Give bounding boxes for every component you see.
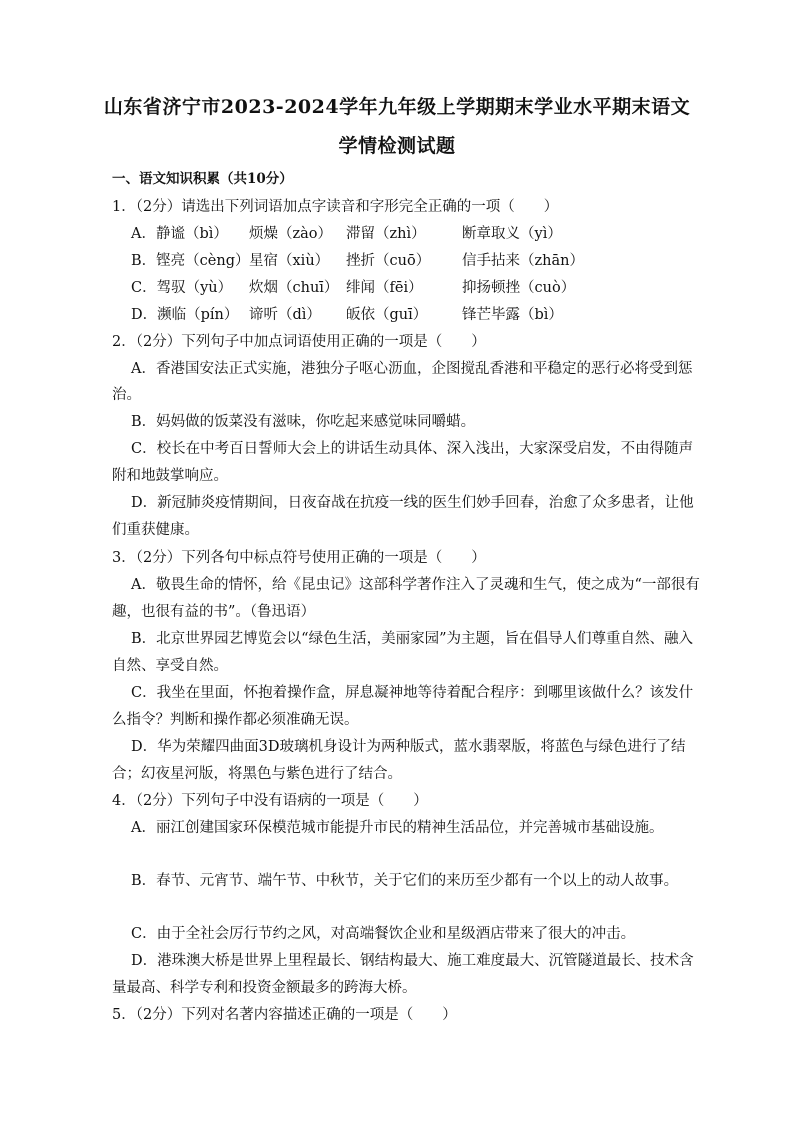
section-heading: 一、语文知识积累（共10分） [112, 171, 293, 187]
option-word: 挫折（cuō） [346, 253, 431, 269]
question-4-option-d-cont: 量最高、科学专利和投资金额最多的跨海大桥。 [112, 980, 417, 996]
question-2-option-d: D．新冠肺炎疫情期间，日夜奋战在抗疫一线的医生们妙手回春，治愈了众多患者，让他 [131, 495, 694, 511]
option-word: C．驾驭（yù） [131, 280, 233, 296]
question-4-stem: 4．（2分）下列句子中没有语病的一项是（ ） [112, 793, 428, 809]
question-1-option-d [131, 303, 563, 324]
question-3-option-c-cont: 么指令？判断和操作都必须准确无误。 [112, 712, 359, 728]
option-word: 皈依（guī） [346, 307, 428, 323]
option-word: B．铿亮（cèng） [131, 253, 250, 269]
question-2-option-d-cont: 们重获健康。 [112, 522, 199, 538]
question-2-option-a-cont: 治。 [112, 387, 141, 403]
option-word: 锋芒毕露（bì） [462, 307, 563, 323]
question-3-option-d-cont: 合；幻夜星河版，将黑色与紫色进行了结合。 [112, 766, 402, 782]
doc-title-line2: 学情检测试题 [338, 135, 456, 157]
doc-title-line1: 山东省济宁市2023-2024学年九年级上学期期末学业水平期末语文 [103, 96, 691, 118]
option-word: 滞留（zhì） [346, 226, 426, 242]
question-2-option-b: B．妈妈做的饭菜没有滋味，你吃起来感觉味同嚼蜡。 [131, 414, 476, 430]
question-3-option-b-cont: 自然、享受自然。 [112, 658, 228, 674]
question-3-option-a-cont: 趣，也很有益的书”。（鲁迅语） [112, 604, 316, 620]
question-2-stem: 2．（2分）下列句子中加点词语使用正确的一项是（ ） [112, 334, 486, 350]
question-3-stem: 3．（2分）下列各句中标点符号使用正确的一项是（ ） [112, 550, 486, 566]
question-3-option-b: B．北京世界园艺博览会以“绿色生活，美丽家园”为主题，旨在倡导人们尊重自然、融入 [131, 631, 693, 647]
option-word: 星宿（xiù） [249, 253, 330, 269]
question-3-option-a: A．敬畏生命的情怀，给《昆虫记》这部科学著作注入了灵魂和生气，使之成为“一部很有 [131, 577, 700, 593]
question-2-option-a: A．香港国安法正式实施，港独分子呕心沥血，企图搅乱香港和平稳定的恶行必将受到惩 [131, 361, 693, 377]
option-word: 烦燥（zào） [249, 226, 333, 242]
question-2-option-c-cont: 附和地鼓掌响应。 [112, 468, 228, 484]
question-5-stem: 5．（2分）下列对名著内容描述正确的一项是（ ） [112, 1007, 457, 1023]
question-3-option-d: D．华为荣耀四曲面3D玻璃机身设计为两种版式，蓝水翡翠版，将蓝色与绿色进行了结 [131, 739, 686, 755]
option-word: A．静谧（bì） [131, 226, 228, 242]
option-word: 谛听（dì） [249, 307, 321, 323]
question-1-stem: 1．（2分）请选出下列词语加点字读音和字形完全正确的一项（ ） [112, 199, 559, 215]
option-word: D．濒临（pín） [131, 307, 239, 323]
question-4-option-c: C．由于全社会厉行节约之风，对高端餐饮企业和星级酒店带来了很大的冲击。 [131, 926, 636, 942]
option-word: 抑扬顿挫（cuò） [462, 280, 576, 296]
question-4-option-a: A．丽江创建国家环保模范城市能提升市民的精神生活品位，并完善城市基础设施。 [131, 820, 664, 836]
question-4-option-d: D．港珠澳大桥是世界上里程最长、钢结构最大、施工难度最大、沉管隧道最长、技术含 [131, 953, 694, 969]
option-word: 信手拈来（zhān） [462, 253, 584, 269]
question-1-option-b [131, 249, 584, 270]
question-2-option-c: C．校长在中考百日誓师大会上的讲话生动具体、深入浅出，大家深受启发，不由得随声 [131, 441, 694, 457]
option-word: 绯闻（fēi） [346, 280, 423, 296]
question-3-option-c: C．我坐在里面，怀抱着操作盒，屏息凝神地等待着配合程序：到哪里该做什么？该发什 [131, 685, 694, 701]
question-4-option-b: B．春节、元宵节、端午节、中秋节，关于它们的来历至少都有一个以上的动人故事。 [131, 873, 679, 889]
question-1-option-a [131, 222, 562, 243]
option-word: 断章取义（yì） [462, 226, 562, 242]
option-word: 炊烟（chuī） [249, 280, 339, 296]
question-1-option-c [131, 276, 575, 297]
